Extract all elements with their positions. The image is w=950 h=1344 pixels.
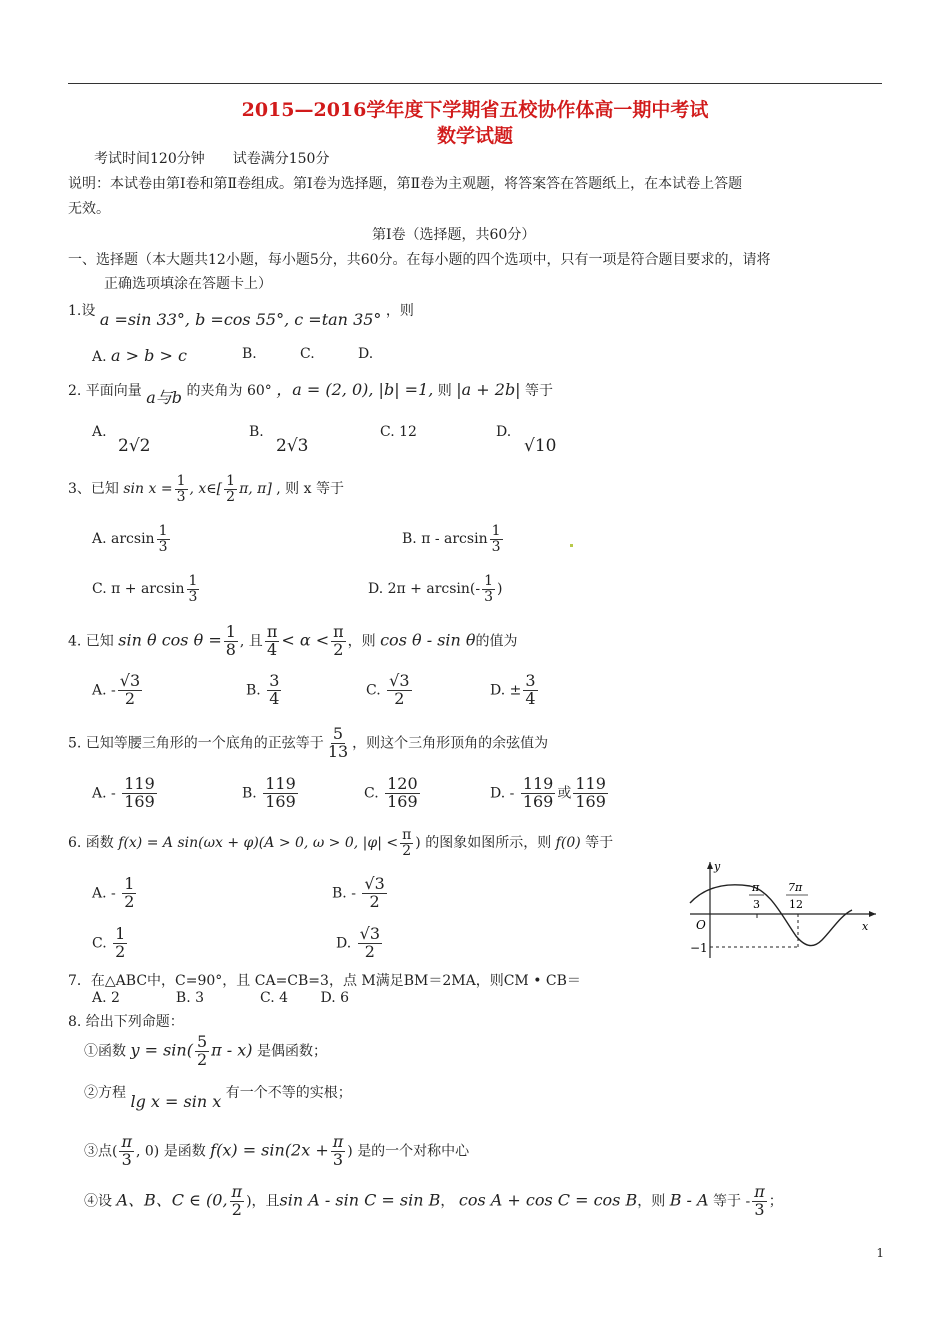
q8-item-2: ②方程 lg x = sin x 有一个不等的实根； [84,1085,352,1111]
question-3: 3、已知 sin x = $\frac{1}{3}$ , x∈[ $\frac{1}{2}$ π, π] , 则 x 等于 [68,473,344,505]
q3-option-d: D. 2π + arcsin(- $\frac{1}{3}$ ) [368,573,503,605]
question-5: 5. 已知等腰三角形的一个底角的正弦等于 $\frac{5}{13}$ ，则这个三角形顶角的余弦值为 [68,724,549,761]
y-label: y [714,860,721,873]
q5-option-d: D. - $\frac{119}{169}$ 或 $\frac{119}{169}$ [490,774,606,811]
q2-value-a: 2√2 [118,436,151,456]
q6-option-b: B. - $\frac{√3}{2}$ [332,874,385,911]
q2-option-a: A. [92,424,107,440]
q8-item-4: ④设 A、B、C ∈ (0, $\frac{\pi}{2}$ )，且sin A - sin C = sin B， cos A + cos C = cos B，则 B - A 等于 - $\frac{\pi}{3}$ ； [84,1182,783,1219]
question-4: 4. 已知 sin θ cos θ = $\frac{1}{8}$ , 且 $\frac{\pi}{4}$ < α < $\frac{\pi}{2}$ ，则 cos θ - sin θ的值为 [68,622,518,659]
q4-option-d: D. ± $\frac{3}{4}$ [490,671,536,708]
q8-item-3: ③点( $\frac{\pi}{3}$ , 0) 是函数 f(x) = sin(2x + $\frac{\pi}{3}$ ) 是的一个对称中心 [84,1132,470,1169]
q8-item-1: ①函数 y = sin( $\frac{5}{2}$ π - x) 是偶函数； [84,1032,327,1069]
stray-dot [570,544,573,547]
exam-title: 2015—2016学年度下学期省五校协作体高一期中考试 [241,99,709,121]
q2-option-d: D. [496,424,512,440]
q4-option-b: B. $\frac{3}{4}$ [246,671,280,708]
section-heading: 第Ⅰ卷（选择题，共60分） [372,227,536,243]
question-2: 2. 平面向量 a与b 的夹角为 60° ，a = (2, 0), |b| =1, 则 |a + 2b| 等于 [68,380,554,407]
question-8: 8. 给出下列命题： [68,1014,184,1030]
sine-curve [690,885,852,946]
origin-label: O [696,918,706,932]
q3-option-c: C. π + arcsin $\frac{1}{3}$ [92,573,198,605]
instructions-line-1: 说明：本试卷由第Ⅰ卷和第Ⅱ卷组成。第Ⅰ卷为选择题，第Ⅱ卷为主观题，将答案答在答题纸上，在本试卷上答题 [68,176,743,192]
q4-option-c: C. $\frac{√3}{2}$ [366,671,410,708]
q5-option-c: C. $\frac{120}{169}$ [364,774,418,811]
three-label: 3 [753,898,760,911]
q5-option-b: B. $\frac{119}{169}$ [242,774,296,811]
q3-option-a: A. arcsin $\frac{1}{3}$ [92,523,168,555]
q1-option-a: A. a > b > c [92,346,187,365]
instructions-line-2: 无效。 [68,201,110,217]
q1-option-d: D. [358,346,374,362]
part-heading-line-2: 正确选项填涂在答题卡上） [104,276,272,292]
q6-sine-graph [686,858,882,962]
q2-option-c: C. 12 [380,424,417,440]
q1-option-c: C. [300,346,315,362]
q6-option-a: A. - $\frac{1}{2}$ [92,874,135,911]
q7-options: A. 2 B. 3 C. 4 D. 6 [92,990,350,1006]
x-axis-arrow [869,911,876,917]
neg-one-label: −1 [690,941,708,955]
seven-pi-label: 7π [788,881,803,894]
exam-info: 考试时间120分钟 试卷满分150分 [94,151,330,167]
exam-subtitle: 数学试题 [436,125,513,147]
y-axis-arrow [707,862,713,869]
header-rule [68,83,882,84]
q1-number: 1.设 [68,303,96,319]
q2-value-d: √10 [524,436,557,456]
question-6: 6. 函数 f(x) = A sin(ωx + φ)(A > 0, ω > 0, |φ| < $\frac{\pi}{2}$ ) 的图象如图所示，则 f(0) 等于 [68,827,614,859]
x-label: x [862,920,869,933]
part-heading-line-1: 一、选择题（本大题共12小题，每小题5分，共60分。在每小题的四个选项中，只有一项是符合题目要求的，请将 [68,252,771,268]
q2-value-b: 2√3 [276,436,309,456]
page-number: 1 [876,1246,884,1260]
q1-option-b: B. [242,346,257,362]
pi-label: π [752,881,760,894]
q1-expression: a =sin 33°, b =cos 55°, c =tan 35° [99,310,382,329]
q2-option-b: B. [249,424,264,440]
q6-option-d: D. $\frac{√3}{2}$ [336,924,381,961]
q6-option-c: C. $\frac{1}{2}$ [92,924,126,961]
q3-option-b: B. π - arcsin $\frac{1}{3}$ [402,523,501,555]
question-1 [68,300,414,329]
q1-tail: ，则 [385,303,414,319]
question-7: 7．在△ABC中，C=90°，且 CA=CB=3，点 M满足BM＝2MA，则CM • CB＝ [68,973,581,989]
twelve-label: 12 [789,898,803,911]
q4-option-a: A. - $\frac{√3}{2}$ [92,671,141,708]
q5-option-a: A. - $\frac{119}{169}$ [92,774,155,811]
